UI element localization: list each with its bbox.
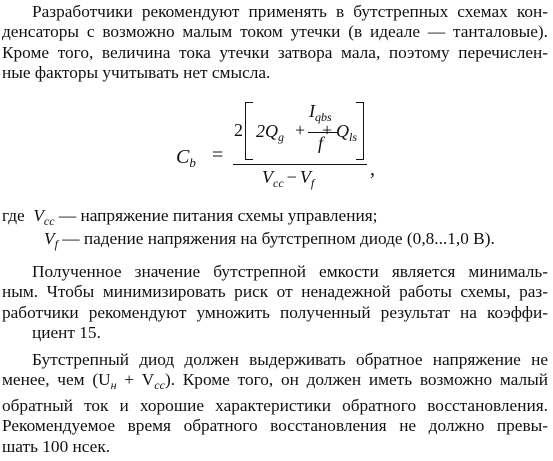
formula-inner-numerator: $I_{qbs}$ [309,101,332,124]
paragraph-line: Полученное значение бутстрепной емкости является минималь- [32,262,548,281]
formula-term-2qg: $2Q_g$ [256,121,284,144]
paragraph-line: Разработчики рекомендуют применять в бутстрепных схемах кон- [32,2,548,21]
formula-lhs: $C_b$ [176,146,196,170]
left-bracket [245,102,253,160]
paragraph-line: Кроме того, величина тока утечки затвора мала, поэтому перечислен- [2,42,548,62]
paragraph-line: денсаторы с возможно малым током утечки (в идеале — танталовые). [2,22,548,42]
paragraph-line: Рекомендуемое время обратного восстановления не должно превы- [2,416,548,436]
formula-inner-denominator: f [318,133,324,153]
paragraph-line: Бутстрепный диод должен выдерживать обратное напряжение не [32,350,548,369]
paragraph-bootstrap-capacitors [2,2,548,84]
paragraph-line: менее, чем $(U_н + V_{cc})$. Кроме того, он должен иметь возможно малый [2,370,548,393]
paragraph-bootstrap-diode [2,350,548,457]
paragraph-line: ным. Чтобы минимизировать риск от ненадежной работы схемы, раз- [2,282,548,302]
right-bracket [356,102,364,160]
paragraph-line: работчики рекомендуют умножить полученный результат на коэффи- [2,302,548,322]
formula-coefficient: 2 [234,120,243,140]
capacitance-formula [0,100,553,196]
paragraph-minimum-capacitance [2,262,548,344]
definition-vcc: где $V_{cc}$ — напряжение питания схемы управления; [2,206,378,228]
formula-plus: + [295,120,306,140]
formula-plus: + [322,120,333,140]
paragraph-line: шать 100 нсек. [2,436,111,456]
formula-trailing-comma: , [370,158,375,180]
formula-term-qls: $Q_{ls}$ [336,121,358,144]
formula-equals: = [212,144,224,166]
main-fraction-bar [233,164,367,165]
definition-vf: $V_f$ — падение напряжения на бутстрепном диоде (0,8...1,0 В). [44,229,495,251]
paragraph-line: ные факторы учитывать нет смысла. [2,63,271,83]
paragraph-line: обратный ток и хорошие характеристики обратного восстановления. [2,395,548,415]
paragraph-line: циент 15. [32,323,101,343]
formula-denominator: $V_{cc} - V_f$ [262,167,315,190]
